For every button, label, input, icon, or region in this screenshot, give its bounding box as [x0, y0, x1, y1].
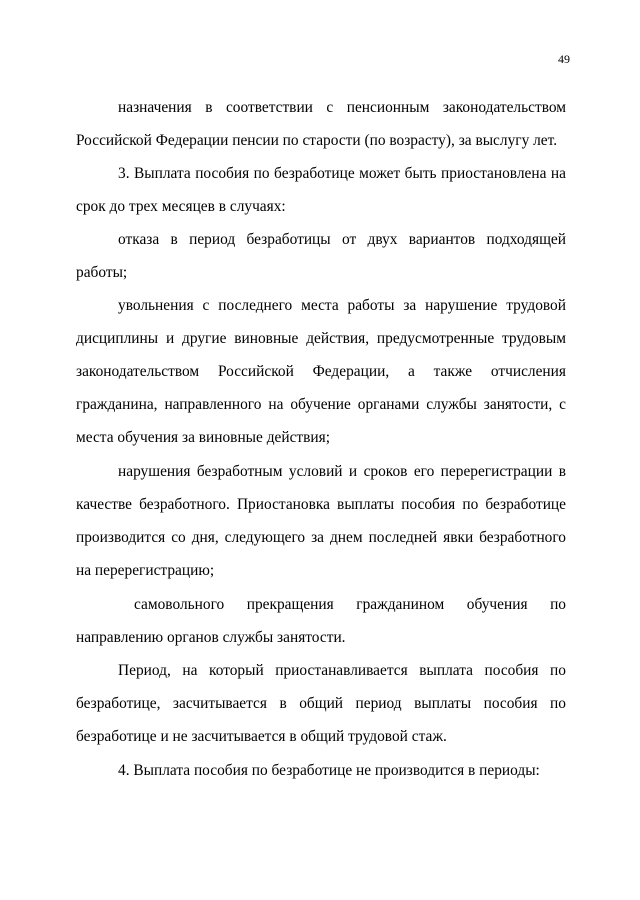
page-number: 49: [558, 52, 570, 66]
text-line: гражданина, направленного на обучение органами службы занятости, с: [76, 396, 566, 413]
text-line: безработице и не засчитывается в общий трудовой стаж.: [76, 728, 447, 745]
text-line: Российской Федерации пенсии по старости (по возрасту), за выслугу лет.: [76, 132, 558, 149]
text-line: производится со дня, следующего за днем последней явки безработного: [76, 529, 566, 546]
paragraph-clause-4: [76, 754, 566, 787]
text-line: назначения в соответствии с пенсионным законодательством: [118, 99, 566, 116]
paragraph-pension-continuation: [76, 91, 566, 157]
paragraph-training-termination: [76, 588, 566, 654]
text-line: работы;: [76, 264, 128, 281]
text-line: срок до трех месяцев в случаях:: [76, 198, 286, 215]
paragraph-refusal: [76, 223, 566, 289]
text-line: направлению органов службы занятости.: [76, 629, 346, 646]
text-line: законодательством Российской Федерации, а также отчисления: [76, 363, 566, 380]
text-line: места обучения за виновные действия;: [76, 429, 331, 446]
text-line: увольнения с последнего места работы за нарушение трудовой: [118, 297, 566, 314]
text-line: дисциплины и другие виновные действия, предусмотренные трудовым: [76, 330, 566, 347]
paragraph-suspension-clause-3: [76, 157, 566, 223]
text-line: самовольного прекращения гражданином обучения по: [134, 596, 566, 613]
text-line: 3. Выплата пособия по безработице может быть приостановлена на: [118, 165, 566, 182]
text-line: отказа в период безработицы от двух вариантов подходящей: [118, 231, 566, 248]
text-line: на перерегистрацию;: [76, 562, 215, 579]
paragraph-dismissal: [76, 289, 566, 454]
text-line: безработице, засчитывается в общий период выплаты пособия по: [76, 695, 566, 712]
text-line: 4. Выплата пособия по безработице не производится в периоды:: [118, 762, 540, 779]
paragraph-reregistration-violation: [76, 455, 566, 587]
paragraph-suspension-period: [76, 654, 566, 753]
text-line: нарушения безработным условий и сроков его перерегистрации в: [118, 463, 566, 480]
text-line: Период, на который приостанавливается выплата пособия по: [118, 662, 566, 679]
text-line: качестве безработного. Приостановка выплаты пособия по безработице: [76, 496, 566, 513]
